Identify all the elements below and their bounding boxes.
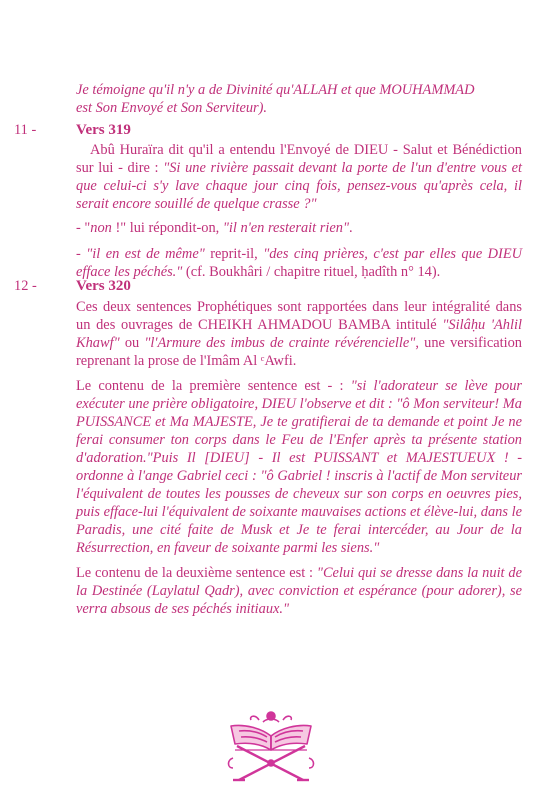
para-text: Abû Huraïra dit qu'il a entendu l'Envoyé de DIEU - Salut et Bénédiction sur lui - dire :	[76, 142, 522, 176]
para-text: Le contenu de la première sentence est - :	[76, 378, 351, 394]
para-text: .	[349, 220, 353, 236]
section-11-title: Vers 319	[76, 122, 131, 138]
section-12-para-3	[76, 564, 522, 618]
para-text: - "	[76, 220, 91, 236]
quote-text: non	[90, 220, 112, 236]
section-11-body	[76, 141, 522, 281]
para-text: Le contenu de la deuxième sentence est :	[76, 565, 317, 581]
para-text: reprit-il,	[204, 246, 264, 262]
para-text: Ces deux sentences Prophétiques sont rapportées dans leur intégralité dans un des ouvrages de CHEIKH AHMADOU BAMBA intitulé	[76, 299, 522, 333]
section-12-body	[76, 298, 522, 618]
intro-paragraph	[76, 81, 522, 117]
para-text: (cf. Boukhâri / chapitre rituel, ḥadîth n° 14).	[182, 264, 441, 280]
quote-text: "Si une rivière passait devant la porte de l'un d'entre vous et que celui-ci s'y lave chaque jour cinq fois, pensez-vous qu'après cela, il serait encore souillé de quelque crasse ?"	[76, 160, 522, 212]
section-11-para-3	[76, 245, 522, 281]
section-12-title: Vers 320	[76, 278, 131, 294]
para-text: , une versification reprenant la prose de l'Imâm Al ᶜAwfi.	[76, 335, 522, 369]
para-text: -	[76, 246, 87, 262]
title-text: "Silâḥu 'Ahlil Khawf"	[76, 317, 522, 351]
quote-text: "Celui qui se dresse dans la nuit de la Destinée (Laylatul Qadr), avec conviction et espérance (pour adorer), se verra absous de ses péchés initiaux."	[76, 565, 522, 617]
section-11-para-2	[76, 219, 522, 237]
intro-line-1: Je témoigne qu'il n'y a de Divinité qu'ALLAH et que MOUHAMMAD	[76, 82, 475, 98]
quote-text: "si l'adorateur se lève pour exécuter une prière obligatoire, DIEU l'observe et dit : "ô Mon serviteur! Ma PUISSANCE et Ma MAJESTE, Je te gratifierai de ta demande et point Je ne ferai consumer ton corps dans le Feu de l'Enfer après ta présente station d'adoration."Puis Il [DIEU] - Il est PUISSANT et MAJESTUEUX ! - ordonne à l'ange Gabriel ceci : "ô Gabriel ! inscris à l'actif de Mon serviteur l'équivalent de toutes les pousses de cheveux sur son corps en oeuvres pies, puis efface-lui l'équivalent de soixante mauvaises actions et élève-lui, dans le Paradis, une cité faite de Musk et Je te ferai intercéder, au Jour de la Résurrection, en faveur de soixante parmi les siens."	[76, 378, 522, 556]
section-11-number: 11 -	[14, 122, 37, 138]
section-11-para-1	[76, 141, 522, 213]
para-text: ou	[119, 335, 145, 351]
section-12-para-1	[76, 298, 522, 370]
quran-stand-icon	[223, 706, 319, 786]
section-12-number: 12 -	[14, 278, 37, 294]
para-text: !" lui répondit-on,	[111, 220, 223, 236]
title-text: "l'Armure des imbus de crainte révérencielle"	[144, 335, 416, 351]
intro-line-2: est Son Envoyé et Son Serviteur).	[76, 100, 268, 116]
quote-text: "des cinq prières, c'est par elles que DIEU efface les péchés."	[76, 246, 523, 280]
quote-text: "il en est de même"	[86, 246, 205, 262]
section-12-para-2	[76, 377, 522, 557]
quote-text: "il n'en resterait rien"	[222, 220, 350, 236]
